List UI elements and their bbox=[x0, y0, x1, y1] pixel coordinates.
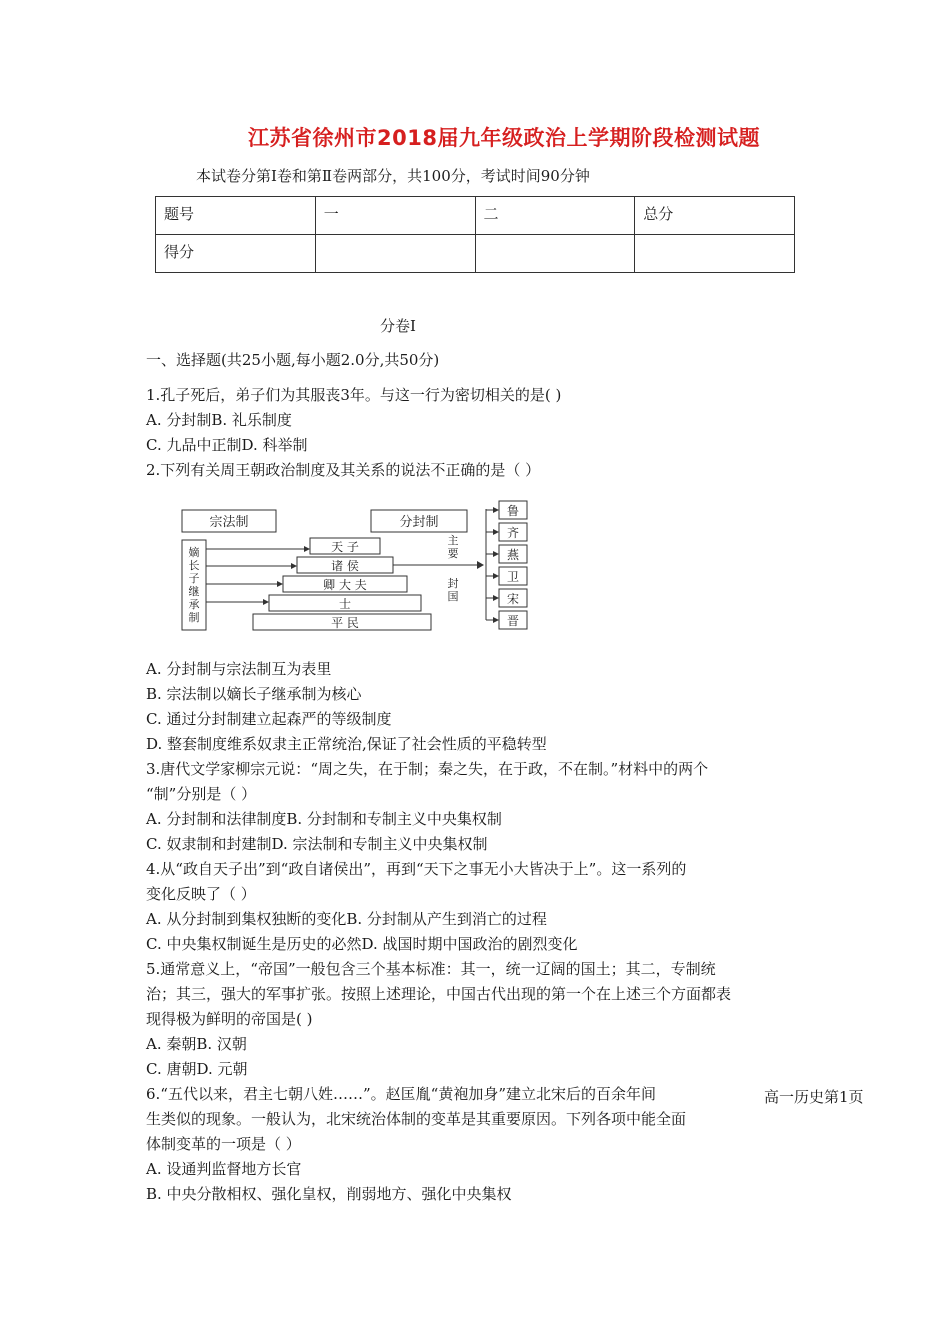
succession-label: 嫡长子继承制 bbox=[188, 546, 200, 624]
question-stem: 体制变革的一项是（ ） bbox=[146, 1135, 301, 1153]
level-label: 平 民 bbox=[331, 616, 359, 630]
table-cell: 二 bbox=[475, 197, 635, 235]
state-item bbox=[486, 523, 527, 541]
state-item bbox=[486, 545, 527, 563]
question-stem: 变化反映了（ ） bbox=[146, 885, 256, 903]
question-option: C. 奴隶制和封建制D. 宗法制和专制主义中央集权制 bbox=[146, 835, 488, 853]
state-item bbox=[486, 501, 527, 519]
main-states-label: 主要封国 bbox=[447, 534, 459, 603]
question-stem: 2.下列有关周王朝政治制度及其关系的说法不正确的是（ ） bbox=[146, 461, 541, 479]
table-cell: 题号 bbox=[156, 197, 316, 235]
section-title: 分卷I bbox=[380, 317, 416, 335]
question-option: C. 通过分封制建立起森严的等级制度 bbox=[146, 710, 392, 728]
state-item bbox=[486, 567, 527, 585]
zongfa-label: 宗法制 bbox=[209, 515, 249, 530]
svg-text:燕: 燕 bbox=[506, 548, 520, 562]
level-label: 卿 大 夫 bbox=[323, 578, 367, 592]
table-cell bbox=[635, 235, 795, 273]
question-option: D. 整套制度维系奴隶主正常统治,保证了社会性质的平稳转型 bbox=[146, 735, 547, 753]
question-option: A. 秦朝B. 汉朝 bbox=[146, 1035, 247, 1053]
table-cell: 得分 bbox=[156, 235, 316, 273]
table-cell: 总分 bbox=[635, 197, 795, 235]
table-row bbox=[156, 235, 795, 273]
question-stem: 6.“五代以来，君主七朝八姓……”。赵匡胤“黄袍加身”建立北宋后的百余年间 bbox=[146, 1085, 656, 1103]
arrowhead bbox=[263, 599, 269, 605]
question-option: C. 唐朝D. 元朝 bbox=[146, 1060, 248, 1078]
level-label: 诸 侯 bbox=[331, 559, 359, 573]
question-option: C. 九品中正制D. 科举制 bbox=[146, 436, 308, 454]
score-table bbox=[155, 196, 795, 273]
table-cell bbox=[315, 235, 475, 273]
question-stem: 4.从“政自天子出”到“政自诸侯出”，再到“天下之事无小大皆决于上”。这一系列的 bbox=[146, 860, 687, 878]
page-title: 江苏省徐州市2018届九年级政治上学期阶段检测试题 bbox=[248, 126, 760, 150]
zhou-system-diagram bbox=[175, 496, 535, 636]
table-cell bbox=[475, 235, 635, 273]
question-option: A. 分封制与宗法制互为表里 bbox=[146, 660, 332, 678]
states-list bbox=[485, 498, 545, 634]
svg-text:齐: 齐 bbox=[506, 526, 520, 540]
question-option: A. 分封制和法律制度B. 分封制和专制主义中央集权制 bbox=[146, 810, 502, 828]
arrowhead bbox=[277, 581, 283, 587]
arrowhead bbox=[304, 546, 310, 552]
question-option: A. 分封制B. 礼乐制度 bbox=[146, 411, 292, 429]
table-cell: 一 bbox=[315, 197, 475, 235]
part-heading: 一、选择题(共25小题,每小题2.0分,共50分) bbox=[146, 351, 440, 369]
question-stem: 3.唐代文学家柳宗元说：“周之失，在于制；秦之失，在于政，不在制。”材料中的两个 bbox=[146, 760, 709, 778]
question-option: C. 中央集权制诞生是历史的必然D. 战国时期中国政治的剧烈变化 bbox=[146, 935, 578, 953]
state-item bbox=[486, 589, 527, 607]
question-option: B. 宗法制以嫡长子继承制为核心 bbox=[146, 685, 362, 703]
table-row bbox=[156, 197, 795, 235]
question-option: B. 中央分散相权、强化皇权，削弱地方、强化中央集权 bbox=[146, 1185, 512, 1203]
fenfeng-label: 分封制 bbox=[399, 515, 439, 530]
svg-text:鲁: 鲁 bbox=[506, 504, 520, 518]
question-stem: 现得极为鲜明的帝国是( ) bbox=[146, 1010, 313, 1028]
level-label: 天 子 bbox=[331, 540, 359, 554]
question-option: A. 设通判监督地方长官 bbox=[146, 1160, 302, 1178]
question-stem: 治；其三，强大的军事扩张。按照上述理论，中国古代出现的第一个在上述三个方面都表 bbox=[146, 985, 732, 1003]
arrowhead bbox=[291, 563, 297, 569]
arrowhead bbox=[477, 561, 484, 569]
question-stem: 生类似的现象。一般认为，北宋统治体制的变革是其重要原因。下列各项中能全面 bbox=[146, 1110, 687, 1128]
exam-intro: 本试卷分第Ⅰ卷和第Ⅱ卷两部分，共100分，考试时间90分钟 bbox=[196, 167, 590, 185]
svg-text:宋: 宋 bbox=[506, 592, 520, 606]
svg-text:晋: 晋 bbox=[506, 614, 520, 628]
question-stem: “制”分别是（ ） bbox=[146, 785, 257, 803]
state-item bbox=[486, 611, 527, 629]
question-stem: 5.通常意义上，“帝国”一般包含三个基本标准：其一，统一辽阔的国土；其二，专制统 bbox=[146, 960, 716, 978]
question-stem: 1.孔子死后，弟子们为其服丧3年。与这一行为密切相关的是( ) bbox=[146, 386, 562, 404]
level-label: 士 bbox=[338, 597, 352, 611]
svg-text:卫: 卫 bbox=[506, 570, 520, 584]
question-option: A. 从分封制到集权独断的变化B. 分封制从产生到消亡的过程 bbox=[146, 910, 547, 928]
page-footer: 高一历史第1页 bbox=[752, 1078, 912, 1120]
